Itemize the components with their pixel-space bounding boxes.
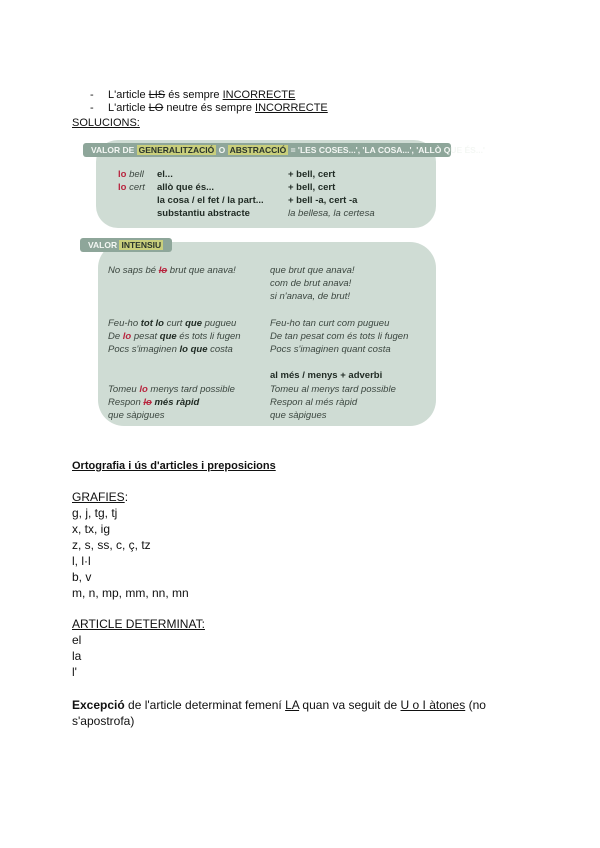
example-left: Respon lo més ràpid: [108, 397, 200, 408]
bullet-item: [90, 102, 328, 115]
article-item: la: [72, 649, 82, 663]
grafies-heading: GRAFIES:: [72, 490, 129, 504]
grafies-line: x, tx, ig: [72, 522, 111, 536]
result-cell: + bell -a, cert -a: [288, 195, 358, 206]
grafies-line: g, j, tg, tj: [72, 506, 118, 520]
bullet-text: L'article: [108, 102, 149, 114]
example-right: Feu-ho tan curt com pugueu: [270, 318, 390, 329]
section-title: Ortografia i ús d'articles i preposicions: [72, 460, 276, 472]
grafies-line: m, n, mp, mm, nn, mn: [72, 586, 189, 600]
example-left: De lo pesat que és tots li fugen: [108, 331, 241, 342]
header-highlight: INTENSIU: [121, 240, 162, 250]
grafies-line: b, v: [72, 570, 92, 584]
bullet-text: neutre és sempre: [163, 102, 256, 114]
example-cell: lo bell: [118, 169, 144, 180]
header-text: = 'LES COSES...', 'LA COSA...', 'ALLÒ QUE ÉS...': [288, 145, 485, 155]
example-right: si n'anava, de brut!: [270, 291, 350, 302]
header-text: VALOR: [88, 240, 120, 250]
example-right: Respon al més ràpid: [270, 397, 358, 408]
bullet-item: [90, 89, 295, 102]
header-text: O: [216, 145, 228, 155]
rule-cell: allò que és...: [157, 182, 215, 193]
example-left: que sàpigues: [108, 410, 165, 421]
rule-cell: la cosa / el fet / la part...: [157, 195, 264, 206]
example-left: Pocs s'imaginen lo que costa: [108, 344, 233, 355]
example-left: Tomeu lo menys tard possible: [108, 384, 235, 395]
example-cell: lo cert: [118, 182, 145, 193]
underlined-word: INCORRECTE: [222, 89, 296, 101]
result-cell: + bell, cert: [288, 169, 336, 180]
generalization-header: [83, 143, 485, 157]
example-right: Pocs s'imaginen quant costa: [270, 344, 391, 355]
bullet-dash: -: [90, 102, 94, 114]
struck-article: LO: [148, 102, 164, 114]
underlined-word: INCORRECTE: [255, 102, 328, 114]
bullet-text: és sempre: [165, 89, 223, 101]
header-highlight: GENERALITZACIÓ: [138, 145, 215, 155]
grafies-line: l, l·l: [72, 554, 91, 568]
rule-cell: el...: [157, 169, 173, 180]
intensive-header: [80, 238, 172, 252]
article-heading: ARTICLE DETERMINAT:: [72, 617, 205, 631]
example-left: Feu-ho tot lo curt que pugueu: [108, 318, 237, 329]
header-text: VALOR DE: [91, 145, 137, 155]
example-right: al més / menys + adverbi: [270, 370, 383, 381]
struck-article: LIS: [148, 89, 166, 101]
rule-cell: substantiu abstracte: [157, 208, 250, 219]
example-left: No saps bé lo brut que anava!: [108, 265, 236, 276]
header-highlight: ABSTRACCIÓ: [229, 145, 287, 155]
solutions-label: SOLUCIONS:: [72, 117, 140, 129]
result-cell: + bell, cert: [288, 182, 336, 193]
example-right: com de brut anava!: [270, 278, 352, 289]
example-right: que brut que anava!: [270, 265, 355, 276]
example-right: De tan pesat com és tots li fugen: [270, 331, 409, 342]
article-item: l': [72, 665, 77, 679]
article-item: el: [72, 633, 82, 647]
example-right: Tomeu al menys tard possible: [270, 384, 396, 395]
bullet-text: L'article: [108, 89, 149, 101]
result-cell: la bellesa, la certesa: [288, 208, 375, 219]
exception-paragraph: Excepció de l'article determinat femení LA quan va seguit de U o I àtones (no s'apostrofa): [72, 698, 486, 728]
grafies-line: z, s, ss, c, ç, tz: [72, 538, 151, 552]
example-right: que sàpigues: [270, 410, 327, 421]
bullet-dash: -: [90, 89, 94, 101]
